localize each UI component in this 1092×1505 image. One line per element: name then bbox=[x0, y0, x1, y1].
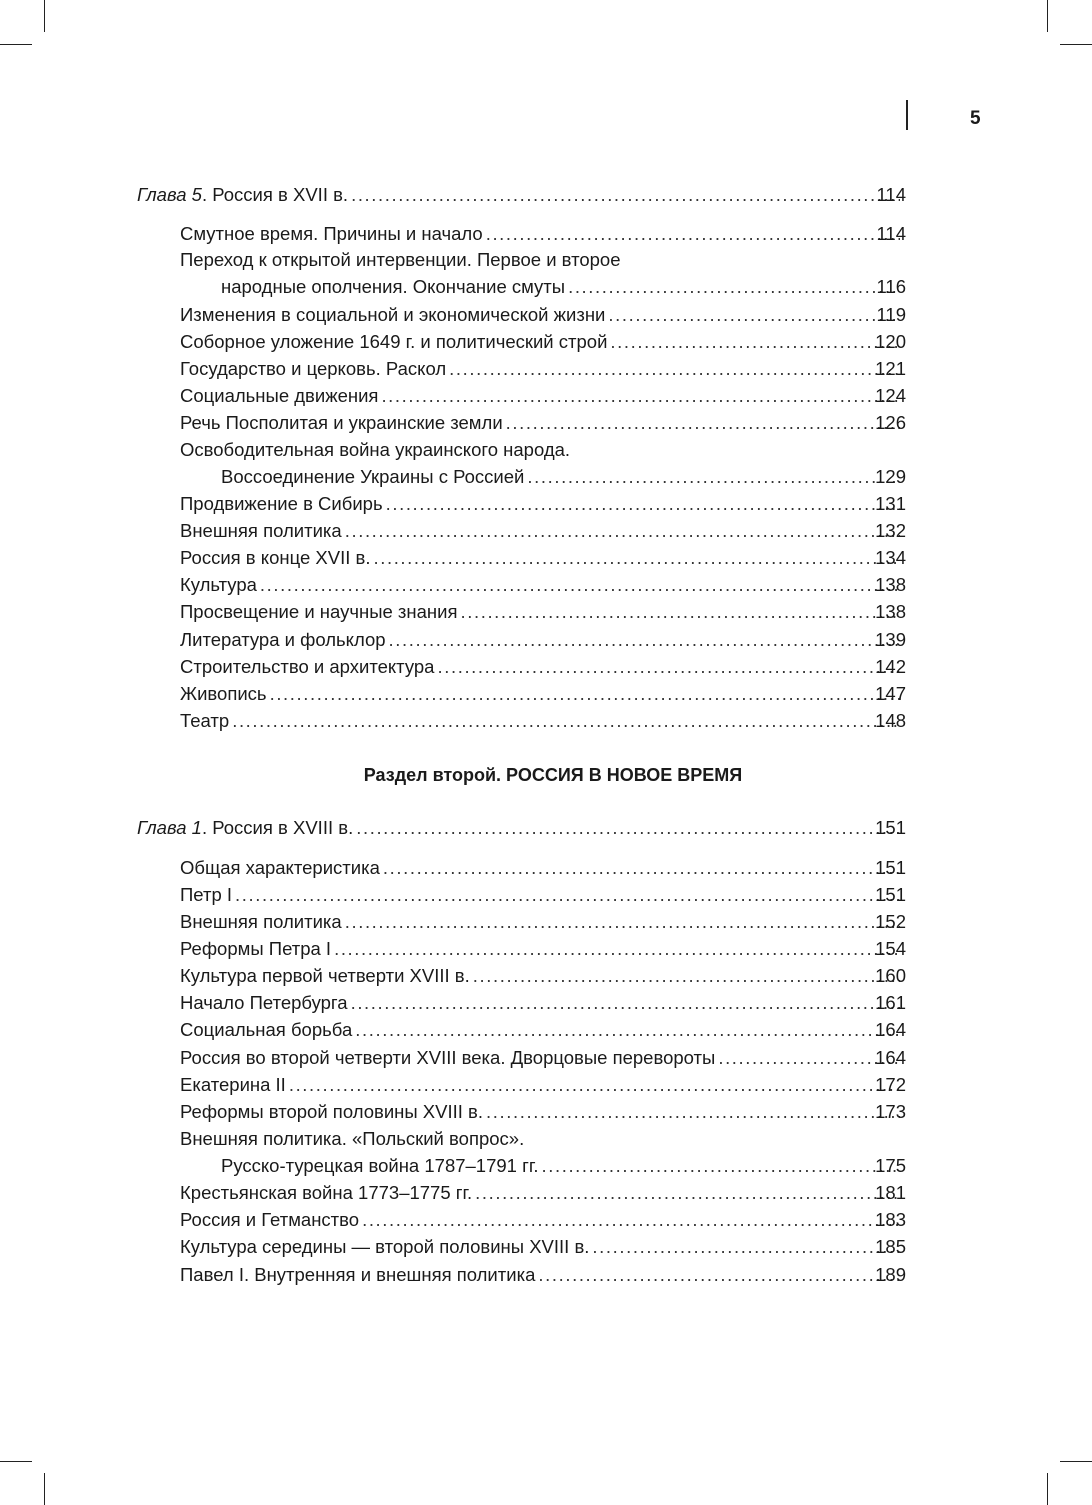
entry-title: Крестьянская война 1773–1775 гг. bbox=[180, 1182, 473, 1203]
entry-title: Воссоединение Украины с Россией bbox=[221, 466, 525, 487]
page-ref: 181 bbox=[875, 1182, 906, 1203]
entry-title: Социальные движения bbox=[180, 385, 379, 406]
crop-mark bbox=[0, 1461, 32, 1462]
entry-title: Внешняя политика bbox=[180, 911, 342, 932]
chapter-title: . Россия в XVIII в. bbox=[201, 817, 354, 838]
entry-title: народные ополчения. Окончание смуты bbox=[221, 276, 566, 297]
dot-leader bbox=[437, 655, 900, 679]
toc-entry[interactable] bbox=[180, 1263, 906, 1287]
entry-title: Павел I. Внутренняя и внешняя политика bbox=[180, 1264, 536, 1285]
dot-leader bbox=[449, 357, 900, 381]
crop-mark bbox=[44, 1473, 45, 1505]
toc-entry[interactable] bbox=[180, 492, 906, 516]
dot-leader bbox=[460, 600, 900, 624]
page-ref: 126 bbox=[875, 412, 906, 433]
page-ref: 138 bbox=[875, 574, 906, 595]
toc-entry[interactable] bbox=[180, 600, 906, 624]
toc-entry[interactable] bbox=[180, 655, 906, 679]
toc-entry[interactable] bbox=[180, 628, 906, 652]
toc-entry[interactable] bbox=[180, 573, 906, 597]
page-ref: 120 bbox=[875, 331, 906, 352]
dot-leader bbox=[538, 1263, 900, 1287]
header-rule bbox=[906, 100, 908, 130]
dot-leader bbox=[289, 1073, 900, 1097]
page-number: 5 bbox=[970, 108, 981, 129]
dot-leader bbox=[473, 964, 900, 988]
dot-leader bbox=[345, 910, 900, 934]
toc-entry[interactable] bbox=[180, 1073, 906, 1097]
toc-entry[interactable] bbox=[221, 1154, 906, 1178]
toc-entry[interactable]: Переход к открытой интервенции. Первое и второе bbox=[180, 249, 621, 270]
page-ref: 175 bbox=[875, 1155, 906, 1176]
toc-entry[interactable] bbox=[180, 937, 906, 961]
entry-title: Петр I bbox=[180, 884, 233, 905]
entry-title: Изменения в социальной и экономической жизни bbox=[180, 304, 606, 325]
entry-title: Реформы второй половины XVIII в. bbox=[180, 1101, 484, 1122]
entry-title: Реформы Петра I bbox=[180, 938, 332, 959]
toc-entry[interactable] bbox=[180, 519, 906, 543]
page-ref: 185 bbox=[875, 1236, 906, 1257]
crop-mark bbox=[1060, 44, 1092, 45]
page-ref: 131 bbox=[875, 493, 906, 514]
dot-leader bbox=[362, 1208, 900, 1232]
dot-leader bbox=[527, 465, 900, 489]
entry-title: Живопись bbox=[180, 683, 267, 704]
chapter-heading[interactable] bbox=[137, 816, 906, 840]
entry-title: Россия в конце XVII в. bbox=[180, 547, 371, 568]
entry-title: Россия и Гетманство bbox=[180, 1209, 360, 1230]
crop-mark bbox=[1060, 1461, 1092, 1462]
chapter-title: . Россия в XVII в. bbox=[201, 184, 349, 205]
entry-title: Социальная борьба bbox=[180, 1019, 353, 1040]
toc-entry[interactable] bbox=[180, 1100, 906, 1124]
page-ref: 164 bbox=[875, 1019, 906, 1040]
dot-leader bbox=[486, 222, 900, 246]
page-ref: 164 bbox=[875, 1047, 906, 1068]
dot-leader bbox=[232, 709, 900, 733]
page-ref: 132 bbox=[875, 520, 906, 541]
crop-mark bbox=[0, 44, 32, 45]
chapter-label: Глава 1 bbox=[137, 817, 202, 838]
page-ref: 151 bbox=[875, 817, 906, 838]
dot-leader bbox=[334, 937, 900, 961]
entry-title: Общая характеристика bbox=[180, 857, 380, 878]
dot-leader bbox=[541, 1154, 900, 1178]
page-ref: 160 bbox=[875, 965, 906, 986]
page-ref: 189 bbox=[875, 1264, 906, 1285]
dot-leader bbox=[235, 883, 900, 907]
toc-entry[interactable] bbox=[180, 303, 906, 327]
toc-entry[interactable] bbox=[180, 910, 906, 934]
toc-entry[interactable] bbox=[180, 856, 906, 880]
chapter-heading[interactable] bbox=[137, 183, 906, 207]
dot-leader bbox=[486, 1100, 900, 1124]
crop-mark bbox=[1047, 1473, 1048, 1505]
entry-title: Культура первой четверти XVIII в. bbox=[180, 965, 470, 986]
entry-title: Внешняя политика bbox=[180, 520, 342, 541]
toc-entry[interactable] bbox=[180, 991, 906, 1015]
page-ref: 119 bbox=[876, 304, 906, 325]
toc-entry[interactable] bbox=[180, 1046, 906, 1070]
toc-entry[interactable] bbox=[180, 964, 906, 988]
toc-entry[interactable] bbox=[180, 1181, 906, 1205]
entry-title: Строительство и архитектура bbox=[180, 656, 435, 677]
entry-title: Екатерина II bbox=[180, 1074, 286, 1095]
dot-leader bbox=[355, 1018, 900, 1042]
page-ref: 152 bbox=[875, 911, 906, 932]
toc-entry[interactable] bbox=[180, 330, 906, 354]
page-ref: 161 bbox=[875, 992, 906, 1013]
page-ref: 134 bbox=[875, 547, 906, 568]
page-ref: 114 bbox=[876, 223, 906, 244]
page-ref: 154 bbox=[875, 938, 906, 959]
entry-title: Просвещение и научные знания bbox=[180, 601, 458, 622]
toc-entry[interactable] bbox=[180, 883, 906, 907]
page-ref: 139 bbox=[875, 629, 906, 650]
page-ref: 148 bbox=[875, 710, 906, 731]
toc-entry[interactable]: Внешняя политика. «Польский вопрос». bbox=[180, 1128, 525, 1149]
dot-leader bbox=[506, 411, 900, 435]
entry-title: Соборное уложение 1649 г. и политический строй bbox=[180, 331, 608, 352]
toc-entry[interactable] bbox=[180, 682, 906, 706]
page-ref: 173 bbox=[875, 1101, 906, 1122]
dot-leader bbox=[356, 816, 900, 840]
page-ref: 138 bbox=[875, 601, 906, 622]
crop-mark bbox=[44, 0, 45, 32]
toc-entry[interactable] bbox=[180, 1208, 906, 1232]
dot-leader bbox=[373, 546, 900, 570]
dot-leader bbox=[389, 628, 900, 652]
page-ref: 151 bbox=[875, 857, 906, 878]
dot-leader bbox=[386, 492, 900, 516]
entry-title: Начало Петербурга bbox=[180, 992, 348, 1013]
page-ref: 116 bbox=[876, 276, 906, 297]
dot-leader bbox=[383, 856, 900, 880]
dot-leader bbox=[568, 275, 900, 299]
dot-leader bbox=[475, 1181, 900, 1205]
toc-entry[interactable] bbox=[180, 546, 906, 570]
section-heading[interactable]: Раздел второй. РОССИЯ В НОВОЕ ВРЕМЯ bbox=[363, 765, 743, 785]
entry-title: Смутное время. Причины и начало bbox=[180, 223, 483, 244]
entry-title: Театр bbox=[180, 710, 230, 731]
entry-title: Культура середины — второй половины XVIII в. bbox=[180, 1236, 590, 1257]
crop-mark bbox=[1047, 0, 1048, 32]
entry-title: Государство и церковь. Раскол bbox=[180, 358, 447, 379]
toc-entry[interactable] bbox=[180, 357, 906, 381]
dot-leader bbox=[351, 183, 900, 207]
dot-leader bbox=[381, 384, 900, 408]
entry-title: Продвижение в Сибирь bbox=[180, 493, 383, 514]
toc-entry[interactable] bbox=[180, 1018, 906, 1042]
toc-entry[interactable] bbox=[180, 1235, 906, 1259]
page-ref: 183 bbox=[875, 1209, 906, 1230]
toc-entry[interactable] bbox=[221, 465, 906, 489]
entry-title: Речь Посполитая и украинские земли bbox=[180, 412, 503, 433]
dot-leader bbox=[260, 573, 900, 597]
toc-entry[interactable] bbox=[180, 709, 906, 733]
dot-leader bbox=[592, 1235, 900, 1259]
toc-entry[interactable] bbox=[180, 222, 906, 246]
toc-entry[interactable] bbox=[180, 411, 906, 435]
toc-entry[interactable]: Освободительная война украинского народа. bbox=[180, 439, 571, 460]
entry-title: Русско-турецкая война 1787–1791 гг. bbox=[221, 1155, 539, 1176]
page-ref: 151 bbox=[875, 884, 906, 905]
page-ref: 172 bbox=[875, 1074, 906, 1095]
page-ref: 121 bbox=[875, 358, 906, 379]
page-ref: 129 bbox=[875, 466, 906, 487]
entry-title: Культура bbox=[180, 574, 257, 595]
entry-title: Россия во второй четверти XVIII века. Дворцовые перевороты bbox=[180, 1047, 716, 1068]
dot-leader bbox=[270, 682, 900, 706]
page-ref: 124 bbox=[875, 385, 906, 406]
dot-leader bbox=[345, 519, 900, 543]
toc-entry[interactable] bbox=[221, 275, 906, 299]
entry-title: Литература и фольклор bbox=[180, 629, 386, 650]
page-ref: 142 bbox=[875, 656, 906, 677]
chapter-label: Глава 5 bbox=[137, 184, 202, 205]
page-ref: 114 bbox=[876, 184, 906, 205]
toc-entry[interactable] bbox=[180, 384, 906, 408]
page-ref: 147 bbox=[875, 683, 906, 704]
dot-leader bbox=[351, 991, 900, 1015]
